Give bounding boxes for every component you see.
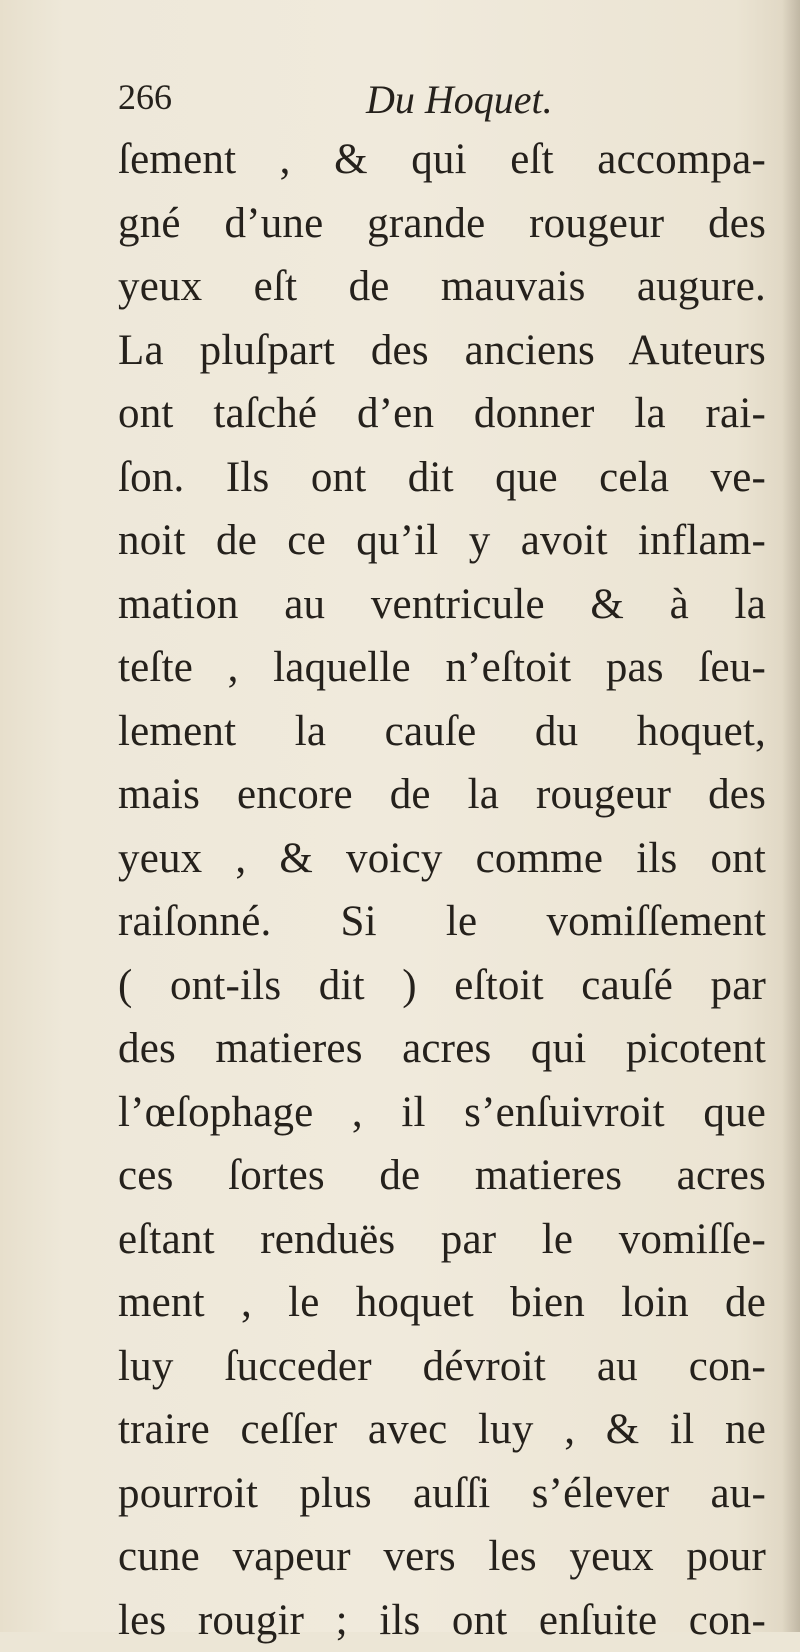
text-line: l’œſophage , il s’enſuivroit que xyxy=(118,1081,766,1145)
text-line: gné d’une grande rougeur des xyxy=(118,192,766,256)
text-line: ſement , & qui eſt accompa- xyxy=(118,128,766,192)
text-line: noit de ce qu’il y avoit inflam- xyxy=(118,509,766,573)
text-line: les rougir ; ils ont enſuite con- xyxy=(118,1589,766,1652)
body-text xyxy=(118,128,766,1652)
page-number: 266 xyxy=(118,76,172,118)
text-line: ( ont-ils dit ) eſtoit cauſé par xyxy=(118,954,766,1018)
text-line: La pluſpart des anciens Auteurs xyxy=(118,319,766,383)
page-header xyxy=(118,70,638,130)
text-line: lement la cauſe du hoquet, xyxy=(118,700,766,764)
text-line: yeux , & voicy comme ils ont xyxy=(118,827,766,891)
text-line: eſtant renduës par le vomiſſe- xyxy=(118,1208,766,1272)
text-line: raiſonné. Si le vomiſſement xyxy=(118,890,766,954)
text-line: ont taſché d’en donner la rai- xyxy=(118,382,766,446)
text-line: teſte , laquelle n’eſtoit pas ſeu- xyxy=(118,636,766,700)
text-line: mais encore de la rougeur des xyxy=(118,763,766,827)
text-line: luy ſucceder dévroit au con- xyxy=(118,1335,766,1399)
text-line: traire ceſſer avec luy , & il ne xyxy=(118,1398,766,1462)
text-line: cune vapeur vers les yeux pour xyxy=(118,1525,766,1589)
text-line: des matieres acres qui picotent xyxy=(118,1017,766,1081)
text-line: pourroit plus auſſi s’élever au- xyxy=(118,1462,766,1526)
text-line: ces ſortes de matieres acres xyxy=(118,1144,766,1208)
text-line: mation au ventricule & à la xyxy=(118,573,766,637)
text-line: ment , le hoquet bien loin de xyxy=(118,1271,766,1335)
page-edge-shadow xyxy=(782,0,800,1632)
running-head: Du Hoquet. xyxy=(366,76,553,123)
text-line: yeux eſt de mauvais augure. xyxy=(118,255,766,319)
text-line: ſon. Ils ont dit que cela ve- xyxy=(118,446,766,510)
